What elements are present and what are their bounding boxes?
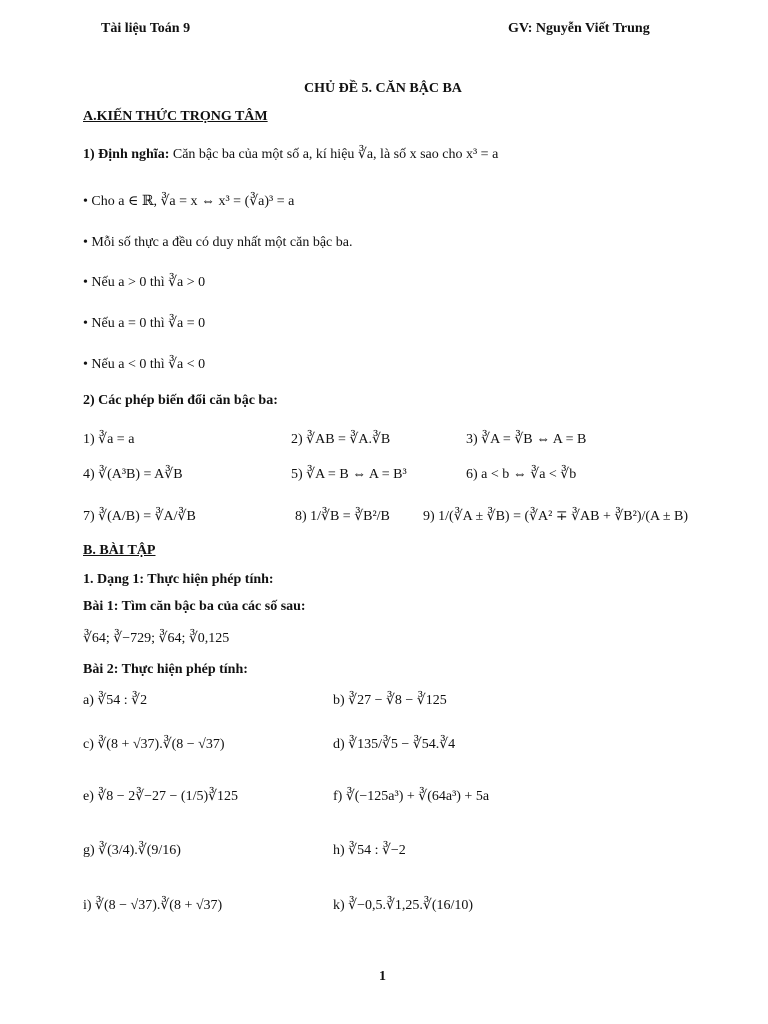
bai1-expr: ∛64; ∛−729; ∛64; ∛0,125	[83, 631, 230, 646]
bai2-k: k) ∛−0,5.∛1,25.∛(16/10)	[333, 898, 474, 913]
bai1-title: Bài 1: Tìm căn bậc ba của các số sau:	[83, 599, 306, 614]
definition-label: 1) Định nghĩa:	[83, 147, 170, 162]
section-a-heading: A.KIẾN THỨC TRỌNG TÂM	[83, 109, 268, 124]
bai2-i: i) ∛(8 − √37).∛(8 + √37)	[83, 898, 223, 913]
rule-7: 7) ∛(A/B) = ∛A/∛B	[83, 509, 196, 524]
bai2-title: Bài 2: Thực hiện phép tính:	[83, 662, 248, 677]
rule-1: 1) ∛a = a	[83, 432, 135, 447]
page-title: CHỦ ĐỀ 5. CĂN BẬC BA	[304, 81, 462, 96]
bullet-1: • Cho a ∈ ℝ, ∛a = x ⇔ x³ = (∛a)³ = a	[83, 194, 295, 209]
header-right: GV: Nguyễn Viết Trung	[508, 21, 650, 36]
dang1-heading: 1. Dạng 1: Thực hiện phép tính:	[83, 572, 274, 587]
rule-6: 6) a < b ⇔ ∛a < ∛b	[466, 467, 577, 482]
bullet-5: • Nếu a < 0 thì ∛a < 0	[83, 357, 206, 372]
bai2-c: c) ∛(8 + √37).∛(8 − √37)	[83, 737, 225, 752]
bai2-d: d) ∛135/∛5 − ∛54.∛4	[333, 737, 456, 752]
rule-8: 8) 1/∛B = ∛B²/B	[295, 509, 390, 524]
bai2-g: g) ∛(3/4).∛(9/16)	[83, 843, 181, 858]
bullet-2: • Mỗi số thực a đều có duy nhất một căn bậc ba.	[83, 235, 353, 250]
bullet-4: • Nếu a = 0 thì ∛a = 0	[83, 316, 206, 331]
bai2-e: e) ∛8 − 2∛−27 − (1/5)∛125	[83, 789, 239, 804]
bullet-3: • Nếu a > 0 thì ∛a > 0	[83, 275, 206, 290]
transform-heading: 2) Các phép biến đổi căn bậc ba:	[83, 393, 278, 408]
bai2-f: f) ∛(−125a³) + ∛(64a³) + 5a	[333, 789, 490, 804]
rule-9: 9) 1/(∛A ± ∛B) = (∛A² ∓ ∛AB + ∛B²)/(A ± B)	[423, 509, 689, 524]
definition-text: Căn bậc ba của một số a, kí hiệu ∛a, là số x sao cho x³ = a	[172, 147, 499, 162]
page-number: 1	[379, 969, 386, 984]
rule-3: 3) ∛A = ∛B ⇔ A = B	[466, 432, 587, 447]
rule-2: 2) ∛AB = ∛A.∛B	[291, 432, 391, 447]
definition	[83, 146, 498, 163]
header-left: Tài liệu Toán 9	[101, 21, 191, 36]
rule-5: 5) ∛A = B ⇔ A = B³	[291, 467, 407, 482]
bai2-h: h) ∛54 : ∛−2	[333, 843, 406, 858]
bai2-a: a) ∛54 : ∛2	[83, 693, 148, 708]
bai2-b: b) ∛27 − ∛8 − ∛125	[333, 693, 447, 708]
section-b-heading: B. BÀI TẬP	[83, 543, 156, 558]
rule-4: 4) ∛(A³B) = A∛B	[83, 467, 183, 482]
